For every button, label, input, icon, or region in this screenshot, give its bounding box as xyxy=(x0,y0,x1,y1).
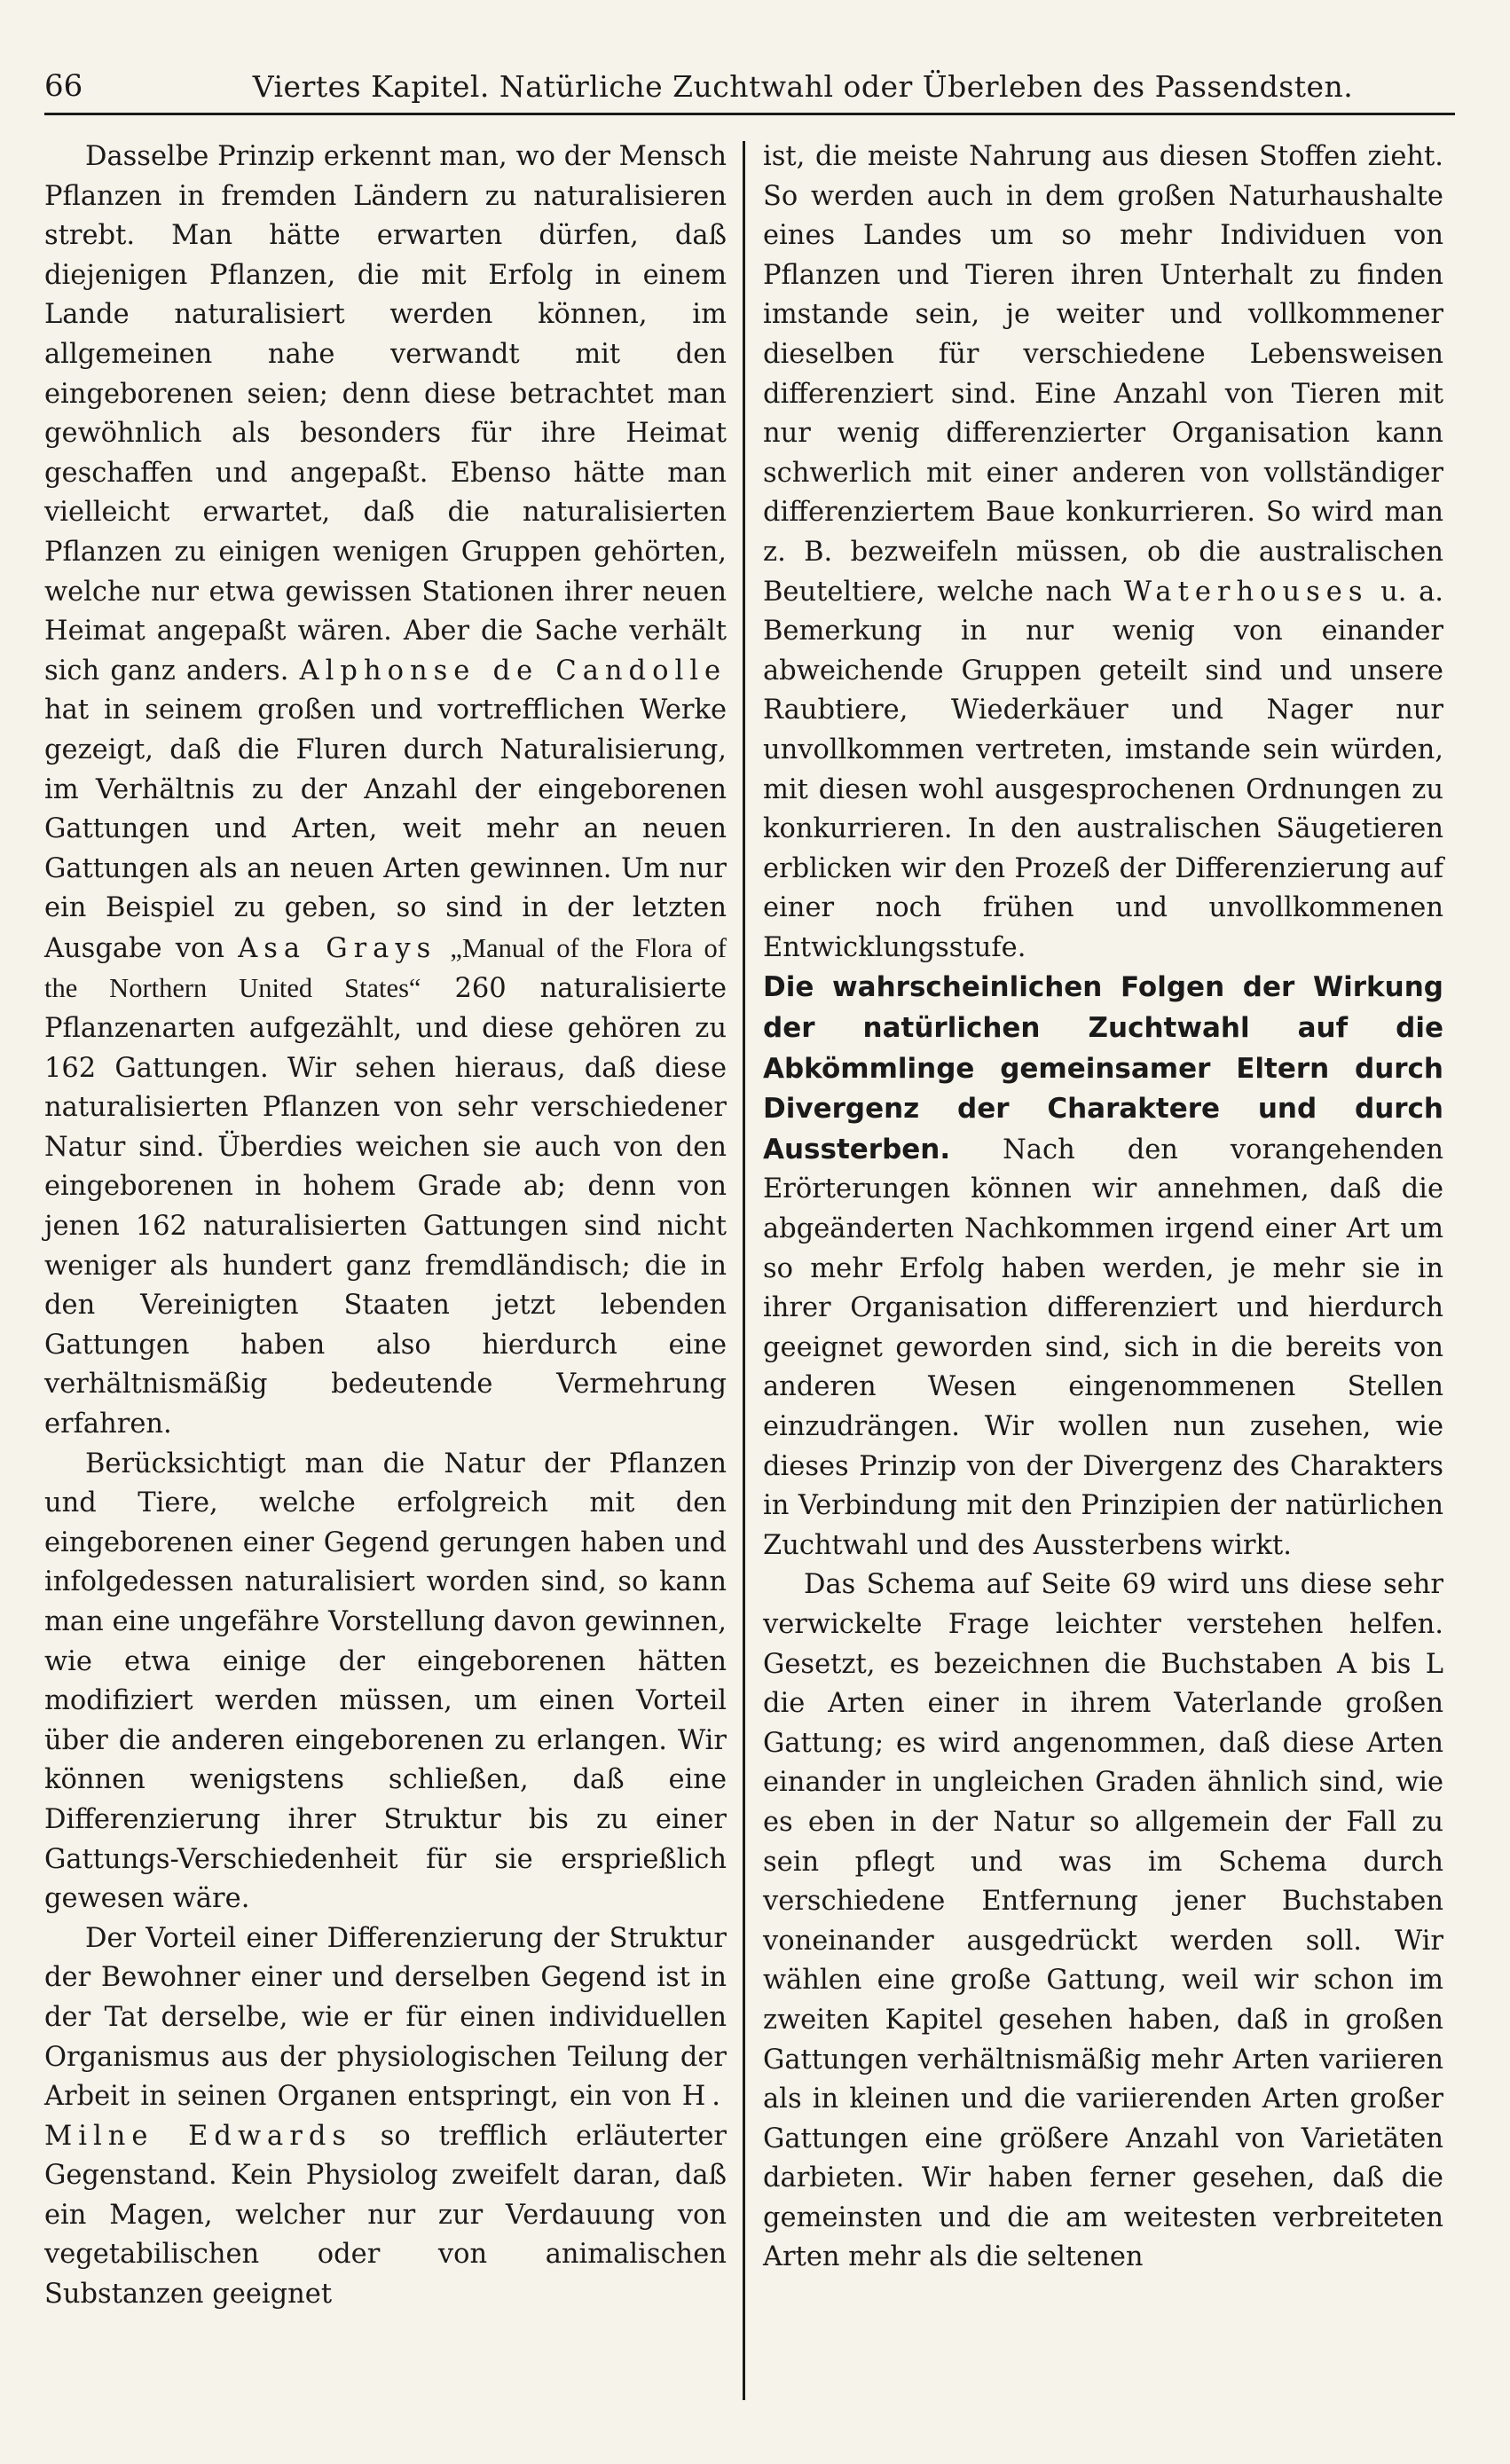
paragraph: Berücksichtigt man die Natur der Pflanzen und Tiere, welche erfolgreich mit den eingeborenen einer Gegend gerungen haben und infolgedessen naturalisiert worden sind, so kann man eine ungefähre Vorstellung davon gewinnen, wie etwa einige der eingeborenen hätten modifiziert werden müssen, um einen Vorteil über die anderen eingeborenen zu erlangen. Wir können wenigstens schließen, daß eine Differenzierung ihrer Struktur bis zu einer Gattungs-Verschiedenheit für sie ersprießlich gewesen wäre. xyxy=(44,1448,727,1915)
text-run: Nach den vorangehenden Erörterungen können wir annehmen, daß die abgeänderten Nachkommen irgend einer Art um so mehr Erfolg haben werden, je mehr sie in ihrer Organisation differenziert und hierdurch geeignet geworden sind, sich in die bereits von anderen Wesen eingenommenen Stellen einzudrängen. Wir wollen nun zusehen, wie dieses Prinzip von der Divergenz des Charakters in Verbindung mit den Prinzipien der natürlichen Zuchtwahl und des Aussterbens wirkt. xyxy=(763,1134,1443,1561)
text-run: so trefflich erläuterter Gegenstand. Kein Physiolog zweifelt daran, daß ein Magen, welcher nur zur Verdauung von vegetabilischen oder von animalischen Substanzen geeignet xyxy=(44,2120,727,2311)
text-columns xyxy=(44,137,1455,2421)
text-run: Der Vorteil einer Differenzierung der Struktur der Bewohner einer und derselben Gegend ist in der Tat derselbe, wie er für einen individuellen Organismus aus der physiologischen Teilung der Arbeit in seinen Organen entspringt, ein von xyxy=(44,1922,727,2113)
page-header xyxy=(44,53,1455,115)
paragraph xyxy=(44,137,727,1445)
text-run: hat in seinem großen und vortrefflichen Werke gezeigt, daß die Fluren durch Naturalisierung, im Verhältnis zu der Anzahl der eingeborenen Gattungen und Arten, weit mehr an neuen Gattungen als an neuen Arten gewinnen. Um nur ein Beispiel zu geben, so sind in der letzten Ausgabe von xyxy=(44,694,727,964)
text-run: Dasselbe Prinzip erkennt man, wo der Mensch Pflanzen in fremden Ländern zu naturalisieren strebt. Man hätte erwarten dürfen, daß diejenigen Pflanzen, die mit Erfolg in einem Lande naturalisiert werden können, im allgemeinen nahe verwandt mit den eingeborenen seien; denn diese betrachtet man gewöhnlich als besonders für ihre Heimat geschaffen und angepaßt. Ebenso hätte man vielleicht erwartet, daß die naturalisierten Pflanzen zu einigen wenigen Gruppen gehörten, welche nur etwa gewissen Stationen ihrer neuen Heimat angepaßt wären. Aber die Sache verhält sich ganz anders. xyxy=(44,141,727,687)
right-column xyxy=(745,137,1443,2421)
running-head: Viertes Kapitel. Natürliche Zuchtwahl oder Überleben des Passendsten. xyxy=(252,69,1354,104)
text-run: 260 naturalisierte Pflanzenarten aufgezählt, und diese gehören zu 162 Gattungen. Wir sehen hieraus, daß diese naturalisierten Pflanzen von sehr verschiedener Natur sind. Überdies weichen sie auch von den eingeborenen in hohem Grade ab; denn von jenen 162 naturalisierten Gattungen sind nicht weniger als hundert ganz fremdländisch; die in den Vereinigten Staaten jetzt lebenden Gattungen haben also hierdurch eine verhältnismäßig bedeutende Vermehrung erfahren. xyxy=(44,973,727,1440)
author-name: Alphonse de Candolle xyxy=(299,655,727,687)
paragraph xyxy=(763,968,1443,1566)
left-column xyxy=(44,137,743,2421)
paragraph xyxy=(44,1919,727,2315)
author-name: Waterhouses xyxy=(1123,576,1369,608)
book-page xyxy=(44,53,1455,2421)
paragraph: Das Schema auf Seite 69 wird uns diese sehr verwickelte Frage leichter verstehen helfen. Gesetzt, es bezeichnen die Buchstaben A bis L die Arten einer in ihrem Vaterlande großen Gattung; es wird angenommen, daß diese Arten einander in ungleichen Graden ähnlich sind, wie es eben in der Natur so allgemein der Fall zu sein pflegt und was im Schema durch verschiedene Entfernung jener Buchstaben voneinander ausgedrückt werden soll. Wir wählen eine große Gattung, weil wir schon im zweiten Kapitel gesehen haben, daß in großen Gattungen verhältnismäßig mehr Arten variieren als in kleinen und die variierenden Arten großer Gattungen eine größere Anzahl von Varietäten darbieten. Wir haben ferner gesehen, daß die gemeinsten und die am weitesten verbreiteten Arten mehr als die seltenen xyxy=(763,1569,1443,2273)
page-number: 66 xyxy=(44,68,83,104)
section-heading: Die wahrscheinlichen Folgen der Wirkung der natürlichen Zuchtwahl auf die Abkömmlinge gemeinsamer Eltern durch Divergenz der Charaktere und durch Aussterben. xyxy=(763,971,1443,1165)
book-title: „Manual of the Flora of the Northern United States“ xyxy=(44,932,727,1004)
author-name: H. Milne Edwards xyxy=(44,2081,727,2152)
paragraph xyxy=(763,137,1443,968)
text-run: ist, die meiste Nahrung aus diesen Stoffen zieht. So werden auch in dem großen Naturhaushalte eines Landes um so mehr Individuen von Pflanzen und Tieren ihren Unterhalt zu finden imstande sein, je weiter und vollkommener dieselben für verschiedene Lebensweisen differenziert sind. Eine Anzahl von Tieren mit nur wenig differenzierter Organisation kann schwerlich mit einer anderen von vollständiger differenziertem Baue konkurrieren. So wird man z. B. bezweifeln müssen, ob die australischen Beuteltiere, welche nach xyxy=(763,141,1443,608)
text-run: u. a. Bemerkung in nur wenig von einander abweichende Gruppen geteilt sind und unsere Raubtiere, Wiederkäuer und Nager nur unvollkommen vertreten, imstande sein würden, mit diesen wohl ausgesprochenen Ordnungen zu konkurrieren. In den australischen Säugetieren erblicken wir den Prozeß der Differenzierung auf einer noch frühen und unvollkommenen Entwicklungsstufe. xyxy=(763,576,1443,963)
author-name: Asa Grays xyxy=(238,932,437,964)
